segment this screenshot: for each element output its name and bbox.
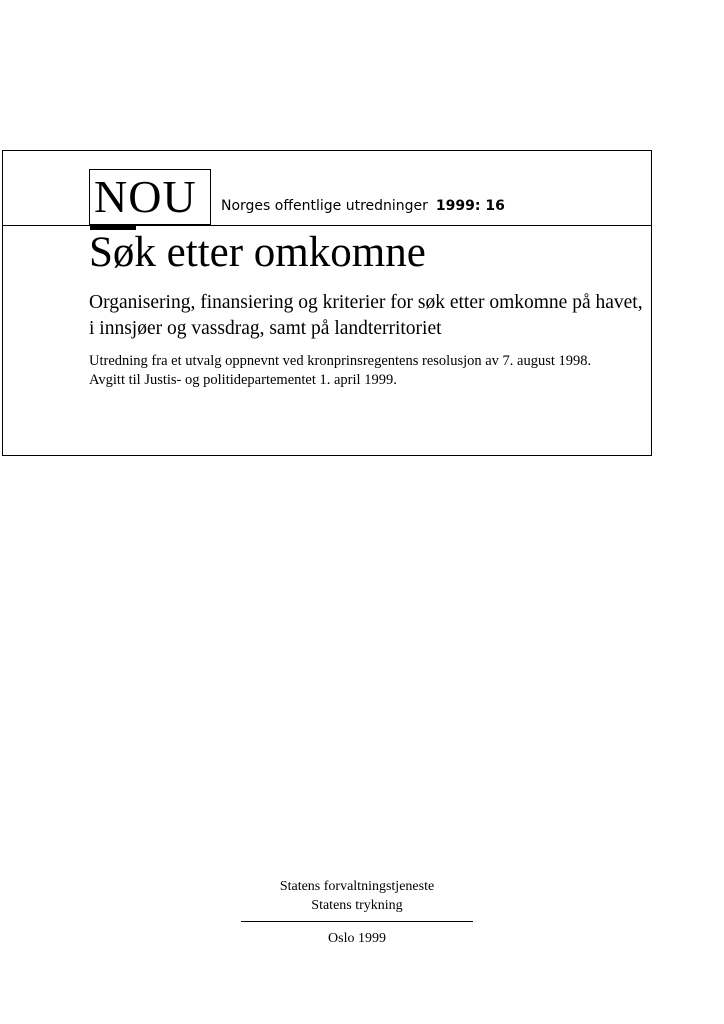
publisher-block: [241, 877, 473, 915]
delivered-line: Avgitt til Justis- og politidepartementet 1. april 1999.: [89, 372, 397, 388]
series-line: [221, 198, 505, 214]
document-title: Søk etter omkomne: [89, 229, 426, 276]
nou-logo: [89, 169, 211, 225]
commission-line: Utredning fra et utvalg oppnevnt ved kronprinsregentens resolusjon av 7. august 1998.: [89, 353, 592, 369]
publisher-divider: [241, 921, 473, 922]
series-number: 1999: 16: [435, 198, 505, 214]
publisher-name: Statens forvaltningstjeneste: [279, 879, 435, 894]
printer-name: Statens trykning: [311, 898, 403, 913]
nou-logo-text: NOU: [94, 171, 197, 222]
commission-text: [89, 352, 644, 390]
document-subtitle: Organisering, finansiering og kriterier for søk etter omkomne på havet, i innsjøer og vassdrag, samt på landterritoriet: [89, 292, 643, 339]
series-name: Norges offentlige utredninger: [221, 198, 428, 214]
place-year: Oslo 1999: [328, 931, 386, 946]
